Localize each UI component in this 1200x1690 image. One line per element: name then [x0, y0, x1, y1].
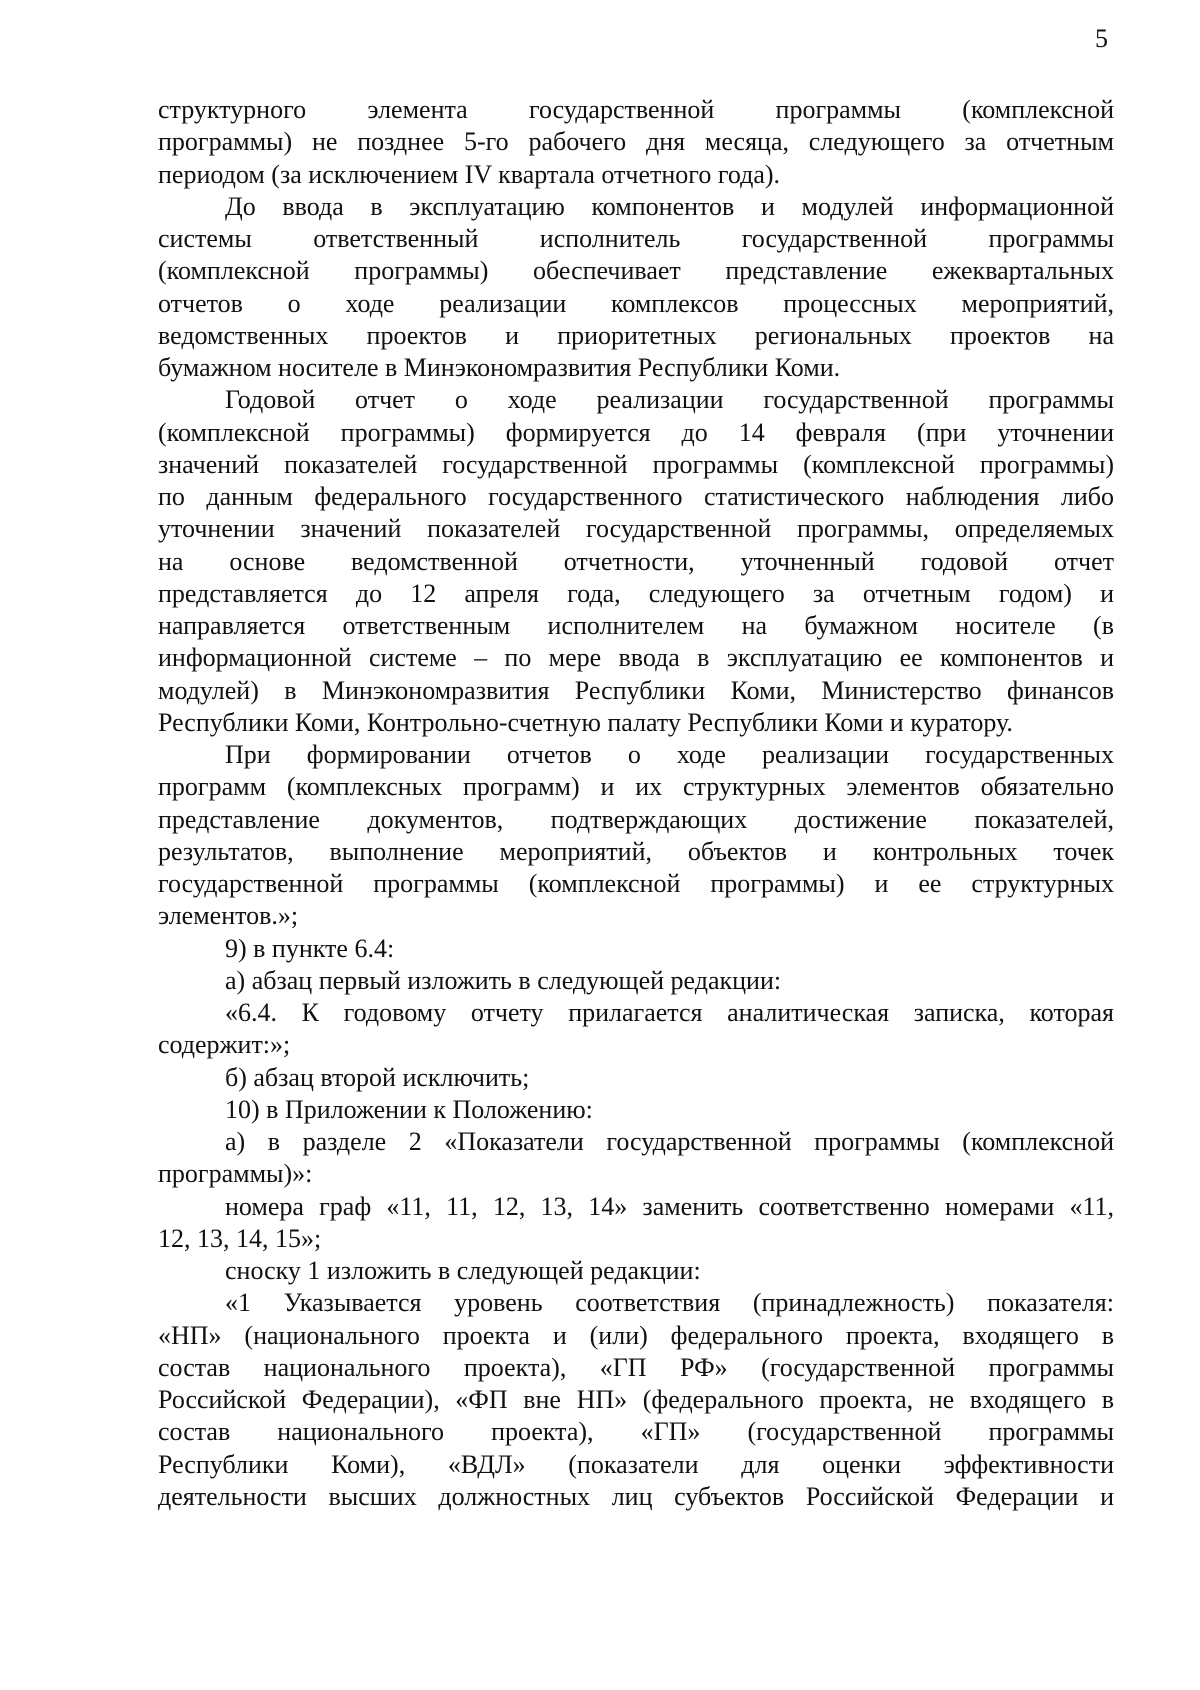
- text-line: 10) в Приложении к Положению:: [225, 1094, 593, 1124]
- document-body: [158, 94, 1114, 1513]
- text-line: Российской Федерации), «ФП вне НП» (федерального проекта, не входящего в: [158, 1385, 1114, 1414]
- text-line: деятельности высших должностных лиц субъектов Российской Федерации и: [158, 1481, 1114, 1511]
- text-line: содержит:»;: [158, 1030, 291, 1060]
- text-line: сноску 1 изложить в следующей редакции:: [225, 1256, 701, 1285]
- text-line: представляется до 12 апреля года, следующего за отчетным годом) и: [158, 578, 1114, 608]
- text-line: на основе ведомственной отчетности, уточненный годовой отчет: [158, 546, 1114, 576]
- text-line: 9) в пункте 6.4:: [225, 933, 395, 963]
- text-line: ведомственных проектов и приоритетных региональных проектов на: [158, 320, 1114, 350]
- text-line: При формировании отчетов о ходе реализации государственных: [225, 740, 1114, 769]
- text-line: структурного элемента государственной программы (комплексной: [158, 95, 1114, 124]
- text-line: элементов.»;: [158, 901, 299, 931]
- text-line: состав национального проекта), «ГП РФ» (государственной программы: [158, 1352, 1114, 1382]
- text-line: а) в разделе 2 «Показатели государственной программы (комплексной: [225, 1127, 1114, 1156]
- text-line: Годовой отчет о ходе реализации государственной программы: [225, 385, 1114, 415]
- text-line: представление документов, подтверждающих достижение показателей,: [158, 804, 1114, 834]
- text-line: состав национального проекта), «ГП» (государственной программы: [158, 1417, 1114, 1447]
- text-line: Республики Коми, Контрольно-счетную палату Республики Коми и куратору.: [158, 707, 1013, 737]
- text-line: бумажном носителе в Минэкономразвития Республики Коми.: [158, 353, 841, 382]
- text-line: (комплексной программы) формируется до 14 февраля (при уточнении: [158, 417, 1114, 447]
- text-line: системы ответственный исполнитель государственной программы: [158, 224, 1114, 253]
- text-line: направляется ответственным исполнителем на бумажном носителе (в: [158, 611, 1114, 640]
- page-number: 5: [1095, 24, 1108, 53]
- text-line: модулей) в Минэкономразвития Республики Коми, Министерство финансов: [158, 675, 1114, 705]
- text-line: уточнении значений показателей государственной программы, определяемых: [158, 514, 1114, 544]
- text-line: До ввода в эксплуатацию компонентов и модулей информационной: [225, 191, 1114, 221]
- text-line: а) абзац первый изложить в следующей редакции:: [225, 965, 782, 995]
- text-line: (комплексной программы) обеспечивает представление ежеквартальных: [158, 256, 1114, 286]
- text-line: программы)»:: [158, 1159, 313, 1189]
- text-line: б) абзац второй исключить;: [225, 1062, 530, 1092]
- text-line: «6.4. К годовому отчету прилагается аналитическая записка, которая: [225, 998, 1114, 1027]
- text-line: периодом (за исключением IV квартала отчетного года).: [158, 159, 781, 189]
- text-line: результатов, выполнение мероприятий, объектов и контрольных точек: [158, 836, 1114, 866]
- text-line: номера граф «11, 11, 12, 13, 14» заменить соответственно номерами «11,: [225, 1191, 1114, 1221]
- text-line: информационной системе – по мере ввода в эксплуатацию ее компонентов и: [158, 643, 1114, 673]
- text-line: «НП» (национального проекта и (или) федерального проекта, входящего в: [158, 1320, 1114, 1350]
- text-line: «1 Указывается уровень соответствия (принадлежность) показателя:: [225, 1288, 1114, 1318]
- text-line: отчетов о ходе реализации комплексов процессных мероприятий,: [158, 288, 1114, 318]
- text-line: программы) не позднее 5-го рабочего дня месяца, следующего за отчетным: [158, 127, 1114, 157]
- text-line: 12, 13, 14, 15»;: [158, 1223, 322, 1253]
- text-line: программ (комплексных программ) и их структурных элементов обязательно: [158, 772, 1114, 802]
- text-line: Республики Коми), «ВДЛ» (показатели для оценки эффективности: [158, 1449, 1114, 1479]
- text-line: значений показателей государственной программы (комплексной программы): [158, 449, 1114, 479]
- text-line: по данным федерального государственного статистического наблюдения либо: [158, 482, 1114, 511]
- text-line: государственной программы (комплексной программы) и ее структурных: [158, 869, 1114, 898]
